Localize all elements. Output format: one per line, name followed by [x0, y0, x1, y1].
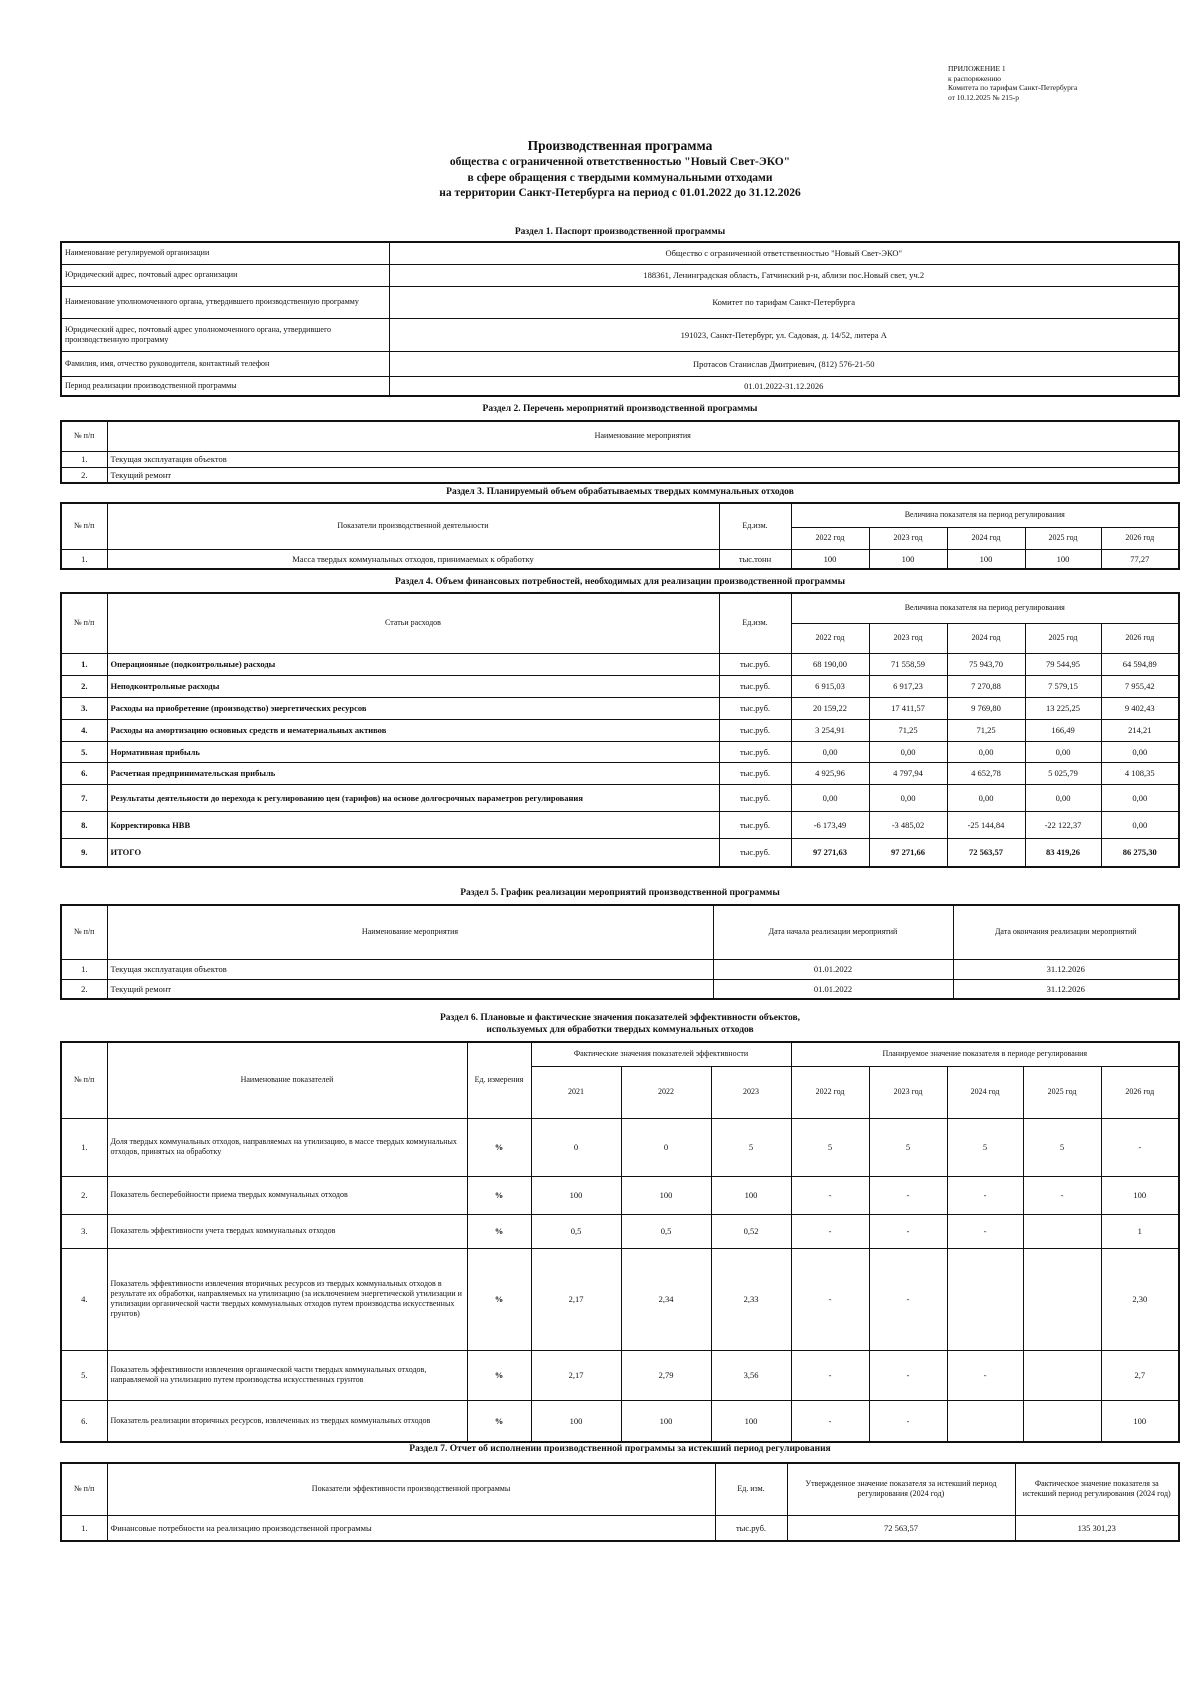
row-num: 5.: [61, 1350, 107, 1400]
row-num: 2.: [61, 979, 107, 999]
value-cell: 0,00: [947, 784, 1025, 811]
value-cell: 68 190,00: [791, 653, 869, 675]
section-7-heading: Раздел 7. Отчет об исполнении производственной программы за истекший период регулирования: [409, 1444, 831, 1454]
section-5-table: [60, 904, 1180, 1000]
row-num: 3.: [61, 697, 107, 719]
row-num: 2.: [61, 467, 107, 483]
plan-value: -: [791, 1214, 869, 1248]
section-2-table: [60, 420, 1180, 484]
col-end-header: Дата окончания реализации мероприятий: [953, 905, 1179, 959]
value-cell: 7 270,88: [947, 675, 1025, 697]
row-unit: тыс.руб.: [719, 811, 791, 838]
header-row: [61, 593, 1179, 623]
plan-value: -: [791, 1350, 869, 1400]
total-row: [61, 838, 1179, 867]
value-cell: 0,00: [1101, 741, 1179, 762]
section-6-heading: [60, 1012, 1180, 1036]
plan-value: 1: [1101, 1214, 1179, 1248]
fact-value: 2,79: [621, 1350, 711, 1400]
row-name: Расчетная предпринимательская прибыль: [107, 762, 719, 784]
plan-value: -: [947, 1350, 1023, 1400]
table-row: [61, 1350, 1179, 1400]
col-period-header: Величина показателя на период регулирования: [791, 503, 1179, 527]
row-name: Финансовые потребности на реализацию производственной программы: [107, 1515, 715, 1541]
row-num: 8.: [61, 811, 107, 838]
value-cell: 4 108,35: [1101, 762, 1179, 784]
table-row: [61, 1515, 1179, 1541]
col-name-header: Наименование показателей: [107, 1042, 467, 1118]
value-cell: 72 563,57: [947, 838, 1025, 867]
section-4-heading: Раздел 4. Объем финансовых потребностей, необходимых для реализации производственной программы: [394, 577, 846, 587]
fact-year-header: 2023: [711, 1066, 791, 1118]
plan-value: -: [869, 1350, 947, 1400]
col-name-header: Наименование мероприятия: [107, 905, 713, 959]
plan-value: 2,30: [1101, 1248, 1179, 1350]
row-num: 1.: [61, 1118, 107, 1176]
row-unit: тыс.руб.: [719, 784, 791, 811]
plan-value: 5: [1023, 1118, 1101, 1176]
row-unit: %: [467, 1350, 531, 1400]
table-row: [61, 675, 1179, 697]
year-header: 2025 год: [1025, 527, 1101, 549]
table-row: [61, 959, 1179, 979]
section-6-table: [60, 1041, 1180, 1443]
year-header: 2023 год: [869, 527, 947, 549]
passport-row: [61, 242, 1179, 264]
year-header: 2024 год: [947, 623, 1025, 653]
row-num: 9.: [61, 838, 107, 867]
passport-value: Общество с ограниченной ответственностью "Новый Свет-ЭКО": [389, 242, 1179, 264]
value-cell: -3 485,02: [869, 811, 947, 838]
row-start: 01.01.2022: [713, 979, 953, 999]
col-num-header: № п/п: [61, 1463, 107, 1515]
value-cell: 0,00: [791, 741, 869, 762]
passport-row: [61, 351, 1179, 376]
row-name: Расходы на амортизацию основных средств и нематериальных активов: [107, 719, 719, 741]
fact-value: 2,33: [711, 1248, 791, 1350]
col-num-header: № п/п: [61, 593, 107, 653]
row-num: 6.: [61, 1400, 107, 1442]
year-header: 2024 год: [947, 527, 1025, 549]
table-row: [61, 762, 1179, 784]
passport-value: 01.01.2022-31.12.2026: [389, 376, 1179, 396]
col-name-header: Наименование мероприятия: [107, 421, 1179, 451]
row-unit: тыс.руб.: [719, 741, 791, 762]
col-num-header: № п/п: [61, 421, 107, 451]
value-cell: 0,00: [1025, 784, 1101, 811]
plan-value: -: [869, 1400, 947, 1442]
col-unit-header: Ед. измерения: [467, 1042, 531, 1118]
col-name-header: Статьи расходов: [107, 593, 719, 653]
section-7-table: [60, 1462, 1180, 1542]
fact-year-header: 2021: [531, 1066, 621, 1118]
annex-line-4: от 10.12.2025 № 215-р: [948, 92, 1019, 102]
plan-value: 2,7: [1101, 1350, 1179, 1400]
plan-value: -: [869, 1176, 947, 1214]
passport-value: 188361, Ленинградская область, Гатчинский р-н, аблизи пос.Новый свет, уч.2: [389, 264, 1179, 286]
plan-value: -: [791, 1400, 869, 1442]
row-unit: тыс.руб.: [719, 653, 791, 675]
passport-value: 191023, Санкт-Петербург, ул. Садовая, д. 14/52, литера А: [389, 318, 1179, 351]
value-cell: 9 402,43: [1101, 697, 1179, 719]
header-row: [61, 503, 1179, 527]
row-num: 2.: [61, 1176, 107, 1214]
row-unit: %: [467, 1400, 531, 1442]
plan-value: [1023, 1214, 1101, 1248]
value-cell: 214,21: [1101, 719, 1179, 741]
plan-value: -: [947, 1176, 1023, 1214]
table-row: [61, 1176, 1179, 1214]
section-4-table: [60, 592, 1180, 868]
title-line-2: общества с ограниченной ответственностью "Новый Свет-ЭКО": [449, 156, 791, 168]
plan-year-header: 2025 год: [1023, 1066, 1101, 1118]
row-name: Операционные (подконтрольные) расходы: [107, 653, 719, 675]
section-1-table: [60, 241, 1180, 397]
row-num: 1.: [61, 549, 107, 569]
year-header: 2026 год: [1101, 527, 1179, 549]
plan-value: 5: [869, 1118, 947, 1176]
col-num-header: № п/п: [61, 503, 107, 549]
plan-value: -: [791, 1248, 869, 1350]
table-row: [61, 549, 1179, 569]
row-num: 1.: [61, 959, 107, 979]
value-cell: 97 271,63: [791, 838, 869, 867]
annex-line-3: Комитета по тарифам Санкт-Петербурга: [948, 83, 1078, 92]
passport-label: Фамилия, имя, отчество руководителя, контактный телефон: [61, 351, 389, 376]
value-cell: 83 419,26: [1025, 838, 1101, 867]
row-unit: %: [467, 1118, 531, 1176]
fact-value: 0,5: [531, 1214, 621, 1248]
fact-value: 2,34: [621, 1248, 711, 1350]
value-cell: 0,00: [869, 784, 947, 811]
plan-year-header: 2022 год: [791, 1066, 869, 1118]
value-cell: 100: [791, 549, 869, 569]
col-unit-header: Ед.изм.: [719, 503, 791, 549]
row-name: Результаты деятельности до перехода к регулированию цен (тарифов) на основе долгосрочных параметров регулирования: [107, 784, 719, 811]
value-cell: 7 955,42: [1101, 675, 1179, 697]
fact-value: 100: [711, 1400, 791, 1442]
fact-value: 0,5: [621, 1214, 711, 1248]
col-num-header: № п/п: [61, 905, 107, 959]
row-num: 5.: [61, 741, 107, 762]
row-name: Расходы на приобретение (производство) энергетических ресурсов: [107, 697, 719, 719]
plan-value: 5: [947, 1118, 1023, 1176]
plan-value: -: [791, 1176, 869, 1214]
row-end: 31.12.2026: [953, 979, 1179, 999]
fact-value: 3,56: [711, 1350, 791, 1400]
table-row: [61, 467, 1179, 483]
table-row: [61, 653, 1179, 675]
table-row: [61, 1400, 1179, 1442]
header-row: [61, 421, 1179, 451]
value-cell: 71 558,59: [869, 653, 947, 675]
fact-value: 100: [711, 1176, 791, 1214]
table-row: [61, 1248, 1179, 1350]
table-row: [61, 697, 1179, 719]
plan-value: 100: [1101, 1400, 1179, 1442]
value-cell: 71,25: [869, 719, 947, 741]
value-cell: 0,00: [1101, 784, 1179, 811]
fact-value: 100: [531, 1400, 621, 1442]
row-name: Текущая эксплуатация объектов: [107, 451, 1179, 467]
row-name: Показатель бесперебойности приема твердых коммунальных отходов: [107, 1176, 467, 1214]
value-cell: 71,25: [947, 719, 1025, 741]
row-name: Неподконтрольные расходы: [107, 675, 719, 697]
table-row: [61, 741, 1179, 762]
row-name: ИТОГО: [107, 838, 719, 867]
document-title: [60, 136, 1180, 202]
col-start-header: Дата начала реализации мероприятий: [713, 905, 953, 959]
table-row: [61, 451, 1179, 467]
value-cell: 5 025,79: [1025, 762, 1101, 784]
value-cell: 4 797,94: [869, 762, 947, 784]
table-row: [61, 719, 1179, 741]
annex-line-2: к распоряжению: [948, 73, 1001, 83]
value-cell: 0,00: [869, 741, 947, 762]
section-6-heading-line-1: Раздел 6. Плановые и фактические значения показателей эффективности объектов,: [439, 1013, 801, 1023]
header-row: [61, 1463, 1179, 1515]
value-cell: 86 275,30: [1101, 838, 1179, 867]
value-cell: 20 159,22: [791, 697, 869, 719]
row-unit: %: [467, 1248, 531, 1350]
col-unit-header: Ед.изм.: [719, 593, 791, 653]
value-cell: 0,00: [947, 741, 1025, 762]
row-unit: %: [467, 1176, 531, 1214]
col-actual-header: Фактическое значение показателя за истекший период регулирования (2024 год): [1015, 1463, 1179, 1515]
value-cell: 79 544,95: [1025, 653, 1101, 675]
table-row: [61, 784, 1179, 811]
row-num: 4.: [61, 1248, 107, 1350]
col-approved-header: Утвержденное значение показателя за истекший период регулирования (2024 год): [787, 1463, 1015, 1515]
passport-row: [61, 318, 1179, 351]
annex-header: [948, 64, 1178, 102]
row-name: Корректировка НВВ: [107, 811, 719, 838]
table-row: [61, 1214, 1179, 1248]
col-name-header: Показатели эффективности производственной программы: [107, 1463, 715, 1515]
section-1-heading: Раздел 1. Паспорт производственной программы: [514, 227, 726, 237]
year-header: 2026 год: [1101, 623, 1179, 653]
row-name: Текущий ремонт: [107, 979, 713, 999]
value-cell: 13 225,25: [1025, 697, 1101, 719]
value-cell: -6 173,49: [791, 811, 869, 838]
passport-label: Наименование уполномоченного органа, утвердившего производственную программу: [61, 286, 389, 318]
plan-value: [1023, 1400, 1101, 1442]
row-name: Доля твердых коммунальных отходов, направляемых на утилизацию, в массе твердых коммунальных отходов, принятых на обработку: [107, 1118, 467, 1176]
row-name: Масса твердых коммунальных отходов, принимаемых к обработку: [107, 549, 719, 569]
value-cell: 100: [947, 549, 1025, 569]
plan-value: -: [1101, 1118, 1179, 1176]
fact-value: 0: [621, 1118, 711, 1176]
plan-value: 100: [1101, 1176, 1179, 1214]
row-num: 4.: [61, 719, 107, 741]
table-row: [61, 1118, 1179, 1176]
value-cell: 9 769,80: [947, 697, 1025, 719]
table-row: [61, 811, 1179, 838]
title-line-3: в сфере обращения с твердыми коммунальными отходами: [467, 171, 773, 184]
row-name: Нормативная прибыль: [107, 741, 719, 762]
plan-year-header: 2024 год: [947, 1066, 1023, 1118]
fact-year-header: 2022: [621, 1066, 711, 1118]
year-header: 2022 год: [791, 527, 869, 549]
row-name: Показатель эффективности учета твердых коммунальных отходов: [107, 1214, 467, 1248]
value-cell: 0,00: [1025, 741, 1101, 762]
fact-value: 100: [531, 1176, 621, 1214]
value-cell: 166,49: [1025, 719, 1101, 741]
value-cell: 77,27: [1101, 549, 1179, 569]
fact-value: 2,17: [531, 1248, 621, 1350]
row-unit: тыс.руб.: [719, 762, 791, 784]
section-6-heading-line-2: используемых для обработки твердых коммунальных отходов: [486, 1025, 754, 1035]
value-cell: 100: [869, 549, 947, 569]
actual-value: 135 301,23: [1015, 1515, 1179, 1541]
plan-value: [1023, 1248, 1101, 1350]
row-num: 7.: [61, 784, 107, 811]
value-cell: 97 271,66: [869, 838, 947, 867]
col-unit-header: Ед. изм.: [715, 1463, 787, 1515]
title-line-4: на территории Санкт-Петербурга на период с 01.01.2022 до 31.12.2026: [439, 187, 801, 199]
fact-value: 100: [621, 1176, 711, 1214]
row-num: 1.: [61, 653, 107, 675]
col-indicator-header: Показатели производственной деятельности: [107, 503, 719, 549]
plan-year-header: 2023 год: [869, 1066, 947, 1118]
header-row: [61, 1042, 1179, 1066]
row-name: Текущий ремонт: [107, 467, 1179, 483]
value-cell: 100: [1025, 549, 1101, 569]
fact-value: 100: [621, 1400, 711, 1442]
plan-value: -: [947, 1214, 1023, 1248]
passport-label: Юридический адрес, почтовый адрес уполномоченного органа, утвердившего производственную программу: [61, 318, 389, 351]
annex-line-1: ПРИЛОЖЕНИЕ 1: [948, 64, 1006, 73]
section-3-table: [60, 502, 1180, 570]
col-plan-header: Планируемое значение показателя в периоде регулирования: [791, 1042, 1179, 1066]
passport-row: [61, 286, 1179, 318]
plan-value: [1023, 1350, 1101, 1400]
row-num: 1.: [61, 451, 107, 467]
year-header: 2022 год: [791, 623, 869, 653]
passport-value: Протасов Станислав Дмитриевич, (812) 576-21-50: [389, 351, 1179, 376]
row-name: Показатель эффективности извлечения органической части твердых коммунальных отходов, направляемой на утилизацию путем производства искусственных грунтов: [107, 1350, 467, 1400]
passport-row: [61, 264, 1179, 286]
row-unit: тыс.тонн: [719, 549, 791, 569]
year-header: 2023 год: [869, 623, 947, 653]
row-unit: тыс.руб.: [719, 675, 791, 697]
fact-value: 0: [531, 1118, 621, 1176]
fact-value: 2,17: [531, 1350, 621, 1400]
row-name: Показатель реализации вторичных ресурсов, извлеченных из твердых коммунальных отходов: [107, 1400, 467, 1442]
title-line-1: Производственная программа: [527, 138, 713, 153]
section-3-heading: Раздел 3. Планируемый объем обрабатываемых твердых коммунальных отходов: [446, 487, 794, 497]
section-5-heading: Раздел 5. График реализации мероприятий производственной программы: [460, 888, 780, 898]
passport-label: Юридический адрес, почтовый адрес организации: [61, 264, 389, 286]
passport-label: Период реализации производственной программы: [61, 376, 389, 396]
row-start: 01.01.2022: [713, 959, 953, 979]
row-num: 1.: [61, 1515, 107, 1541]
value-cell: 6 917,23: [869, 675, 947, 697]
row-unit: тыс.руб.: [719, 719, 791, 741]
plan-value: -: [1023, 1176, 1101, 1214]
row-name: Показатель эффективности извлечения вторичных ресурсов из твердых коммунальных отходов в результате их обработки, направляемых на утилизацию (за исключением энергетической утилизации и утилизации органической части твердых коммунальных отходов путем производства искусственных грунтов): [107, 1248, 467, 1350]
value-cell: 64 594,89: [1101, 653, 1179, 675]
value-cell: 3 254,91: [791, 719, 869, 741]
row-num: 3.: [61, 1214, 107, 1248]
fact-value: 0,52: [711, 1214, 791, 1248]
col-num-header: № п/п: [61, 1042, 107, 1118]
passport-row: [61, 376, 1179, 396]
plan-value: [947, 1400, 1023, 1442]
value-cell: 6 915,03: [791, 675, 869, 697]
passport-value: Комитет по тарифам Санкт-Петербурга: [389, 286, 1179, 318]
plan-value: [947, 1248, 1023, 1350]
row-num: 6.: [61, 762, 107, 784]
section-2-heading: Раздел 2. Перечень мероприятий производственной программы: [482, 404, 758, 414]
plan-value: 5: [791, 1118, 869, 1176]
plan-year-header: 2026 год: [1101, 1066, 1179, 1118]
row-unit: %: [467, 1214, 531, 1248]
plan-value: -: [869, 1214, 947, 1248]
value-cell: 0,00: [791, 784, 869, 811]
value-cell: -25 144,84: [947, 811, 1025, 838]
plan-value: -: [869, 1248, 947, 1350]
value-cell: 17 411,57: [869, 697, 947, 719]
row-unit: тыс.руб.: [719, 697, 791, 719]
row-end: 31.12.2026: [953, 959, 1179, 979]
col-fact-header: Фактические значения показателей эффективности: [531, 1042, 791, 1066]
row-unit: тыс.руб.: [719, 838, 791, 867]
value-cell: 7 579,15: [1025, 675, 1101, 697]
row-unit: тыс.руб.: [715, 1515, 787, 1541]
table-row: [61, 979, 1179, 999]
header-row: [61, 905, 1179, 959]
value-cell: 0,00: [1101, 811, 1179, 838]
year-header: 2025 год: [1025, 623, 1101, 653]
value-cell: -22 122,37: [1025, 811, 1101, 838]
approved-value: 72 563,57: [787, 1515, 1015, 1541]
value-cell: 4 925,96: [791, 762, 869, 784]
value-cell: 75 943,70: [947, 653, 1025, 675]
row-name: Текущая эксплуатация объектов: [107, 959, 713, 979]
fact-value: 5: [711, 1118, 791, 1176]
col-period-header: Величина показателя на период регулирования: [791, 593, 1179, 623]
value-cell: 4 652,78: [947, 762, 1025, 784]
row-num: 2.: [61, 675, 107, 697]
passport-label: Наименование регулируемой организации: [61, 242, 389, 264]
